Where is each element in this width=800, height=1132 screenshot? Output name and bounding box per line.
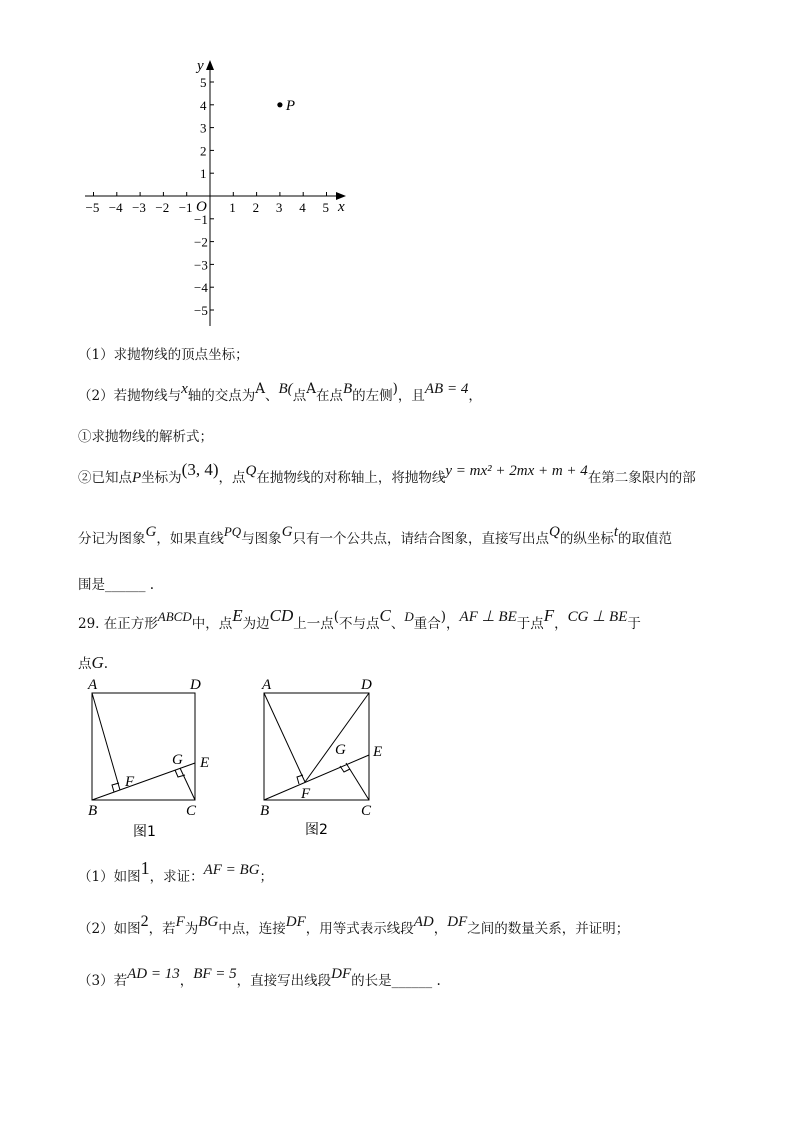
- text-run: ，直接写出线段: [236, 973, 332, 989]
- text-run: 点: [292, 388, 307, 404]
- text-run: 在抛物线的对称轴上，将抛物线: [256, 470, 446, 486]
- math-q: Q: [549, 524, 560, 540]
- fig2-label-f: F: [301, 786, 311, 802]
- math-a: A: [255, 381, 266, 397]
- q28-part1: [78, 343, 249, 363]
- q28-item2-cont: [78, 524, 673, 548]
- text-run: 之间的数量关系，并证明；: [467, 921, 630, 937]
- x-axis-label: x: [338, 199, 345, 215]
- text-run: 不与点: [339, 616, 380, 632]
- math-abcd: ABCD: [157, 609, 192, 624]
- fig1-label-b: B: [88, 803, 98, 819]
- text-run: ，: [468, 388, 482, 404]
- origin-label: O: [196, 199, 207, 215]
- text-run: ，求证：: [149, 869, 204, 885]
- fig1-label-c: C: [186, 803, 197, 819]
- text-run: ，: [179, 973, 194, 989]
- text-run: 为: [184, 921, 199, 937]
- q29-stem-line1: [78, 606, 641, 633]
- text-run: 分记为图象: [78, 531, 146, 547]
- math-bf-5: BF = 5: [193, 966, 237, 982]
- fig1-caption: 图1: [133, 824, 156, 840]
- point-p-label: P: [285, 97, 296, 114]
- y-tick-label: 2: [200, 143, 207, 159]
- y-tick-label: 5: [200, 75, 207, 90]
- text-run: （2）若抛物线与: [78, 388, 182, 404]
- text-run: ，点: [218, 470, 246, 486]
- text-run: ，且: [397, 388, 425, 404]
- text-run: ): [392, 381, 398, 397]
- x-tick-label: 1: [229, 200, 236, 215]
- q29-part1: [78, 858, 274, 886]
- math-f: F: [175, 914, 185, 930]
- math-f: F: [543, 606, 555, 625]
- fig1-label-d: D: [190, 677, 201, 693]
- math-ad-13: AD = 13: [127, 966, 180, 982]
- q29-stem-line2: [78, 652, 108, 673]
- math-d: D: [404, 609, 414, 624]
- math-number: 2: [140, 913, 149, 930]
- x-tick-label: −3: [132, 200, 146, 215]
- math-ad: AD: [413, 914, 434, 930]
- x-tick-label: 5: [322, 200, 329, 215]
- q28-part2: [78, 381, 482, 405]
- x-tick-label: −5: [85, 200, 100, 215]
- q29-part3: [78, 966, 441, 990]
- fig2-label-b: B: [260, 803, 270, 819]
- text-run: ，: [433, 921, 448, 937]
- text-run: 29. 在正方形: [78, 616, 158, 632]
- y-tick-label: −5: [194, 303, 208, 318]
- math-e: E: [232, 606, 243, 625]
- text-run: 围是______ .: [78, 577, 155, 593]
- text-run: 于点: [516, 616, 544, 632]
- text-run: （2）如图: [78, 921, 141, 937]
- text-run: ): [440, 609, 447, 625]
- math-df: DF: [285, 914, 306, 930]
- math-q: Q: [245, 463, 257, 479]
- math-cg-perp: CG ⊥ BE: [567, 609, 628, 625]
- y-axis-arrow: [206, 60, 214, 70]
- text-run: 、: [390, 616, 405, 632]
- text-run: 、: [265, 388, 279, 404]
- x-tick-label: 4: [299, 200, 306, 215]
- fig1-label-g: G: [172, 752, 183, 768]
- y-tick-label: −4: [194, 280, 208, 296]
- math-coord: (3, 4): [181, 460, 219, 479]
- x-tick-label: −2: [155, 200, 170, 215]
- y-tick-label: −3: [194, 257, 208, 273]
- fig2-caption: 图2: [305, 822, 328, 838]
- q28-part1-text: （1）求抛物线的顶点坐标；: [78, 347, 249, 363]
- text-run: 在点: [315, 388, 343, 404]
- text-run: ，: [446, 616, 460, 632]
- q28-item1: [78, 425, 213, 445]
- math-number: 1: [140, 858, 150, 878]
- text-run: 点: [78, 656, 92, 672]
- fig2-label-e: E: [373, 744, 383, 760]
- text-run: 重合: [413, 616, 441, 632]
- text-run: ，: [554, 616, 568, 632]
- x-tick-label: 3: [275, 200, 283, 215]
- x-tick-label: 2: [252, 200, 260, 215]
- text-run: 中点，连接: [218, 921, 286, 937]
- math-g: G: [281, 524, 293, 540]
- q28-item2-end: [78, 573, 154, 593]
- y-tick-label: −1: [194, 211, 208, 227]
- text-run: ，若: [148, 921, 176, 937]
- text-run: 中，点: [191, 616, 233, 632]
- text-run: .: [103, 656, 109, 672]
- math-ab-eq: AB = 4: [424, 381, 469, 397]
- text-run: （1）如图: [78, 869, 141, 885]
- math-df: DF: [331, 966, 352, 982]
- math-g: G: [145, 524, 157, 540]
- fig2-label-c: C: [361, 803, 372, 819]
- text-run: 于: [627, 616, 641, 632]
- text-run: （3）若: [78, 973, 128, 989]
- math-c: C: [379, 606, 391, 625]
- text-run: 的取值范: [618, 531, 673, 547]
- math-x: x: [181, 381, 188, 397]
- math-g: G: [91, 653, 104, 672]
- text-run: 与图象: [241, 531, 282, 547]
- fig2-label-d: D: [361, 677, 372, 693]
- math-parabola: y = mx² + 2mx + m + 4: [445, 463, 588, 479]
- math-df: DF: [447, 914, 468, 930]
- math-a: A: [306, 381, 316, 397]
- text-run: 在第二象限内的部: [587, 470, 696, 486]
- math-pq: PQ: [223, 524, 242, 539]
- math-t: t: [613, 524, 619, 540]
- math-bg: BG: [198, 914, 219, 930]
- text-run: ，用等式表示线段: [305, 921, 414, 937]
- text-run: 为边: [242, 616, 270, 632]
- y-axis-label: y: [197, 58, 204, 74]
- text-run: ，如果直线: [156, 531, 224, 547]
- y-tick-label: 4: [200, 97, 207, 113]
- math-af-perp: AF ⊥ BE: [459, 609, 517, 625]
- text-run: 的长是______ .: [351, 973, 441, 989]
- math-cd: CD: [269, 606, 294, 625]
- math-p: P: [132, 470, 142, 486]
- text-run: ；: [259, 869, 274, 885]
- text-run: 的纵坐标: [559, 531, 614, 547]
- text-run: 坐标为: [141, 470, 182, 486]
- text-run: 的左侧: [352, 388, 393, 404]
- x-tick-label: −1: [178, 200, 193, 215]
- text-run: 只有一个公共点，请结合图象，直接写出点: [292, 531, 550, 547]
- fig1-label-a: A: [88, 677, 98, 693]
- text-run: 轴的交点为: [187, 388, 256, 404]
- fig2-label-g: G: [335, 742, 346, 758]
- math-b: B(: [278, 381, 293, 397]
- fig1-label-e: E: [200, 755, 210, 771]
- math-b: B: [342, 381, 353, 397]
- x-tick-label: −4: [108, 200, 123, 215]
- math-af-bg: AF = BG: [203, 862, 260, 878]
- fig2-label-a: A: [262, 677, 272, 693]
- text-run: ①求抛物线的解析式；: [78, 429, 213, 445]
- text-run: ②已知点: [78, 470, 132, 486]
- y-tick-label: −2: [194, 234, 208, 250]
- y-tick-label: 1: [200, 166, 207, 182]
- fig1-label-f: F: [125, 774, 135, 790]
- point-p: [277, 102, 282, 107]
- text-run: (: [333, 609, 340, 625]
- text-run: 上一点: [293, 616, 334, 632]
- q28-item2: [78, 460, 696, 487]
- y-tick-label: 3: [200, 120, 207, 136]
- q29-part2: [78, 913, 630, 938]
